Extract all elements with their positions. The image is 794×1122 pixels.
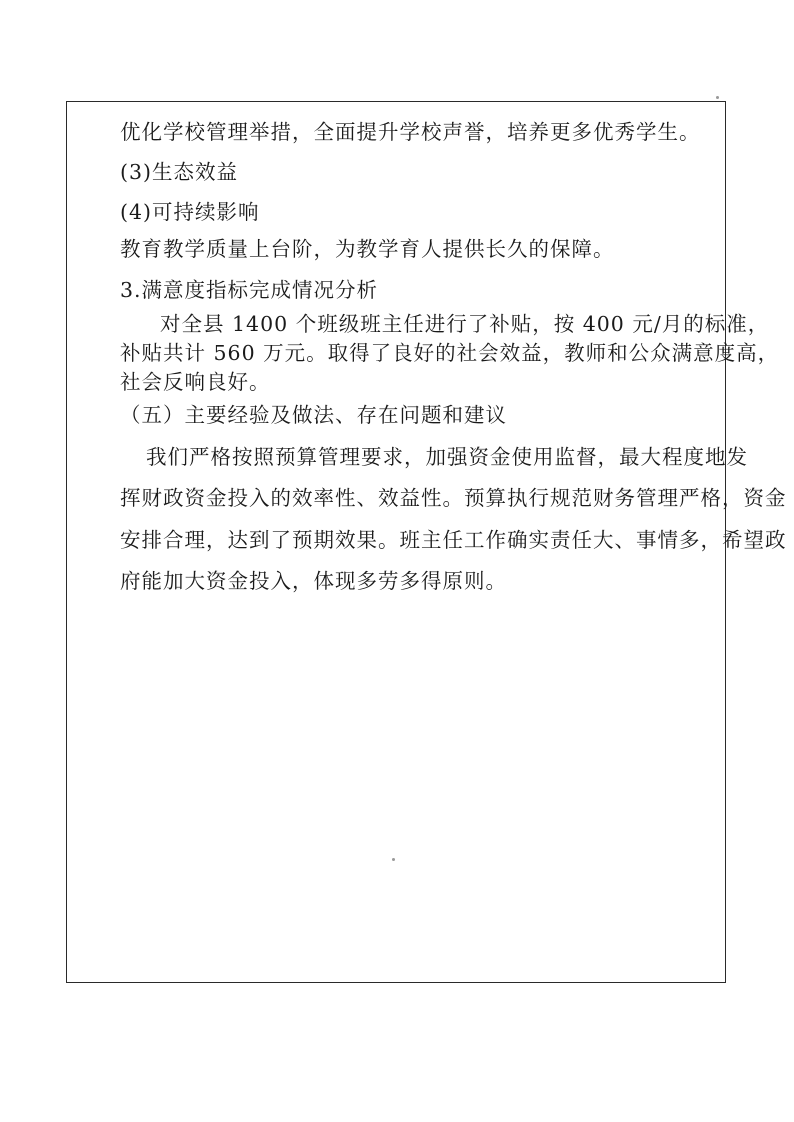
sustainable-impact-heading: (4)可持续影响	[120, 200, 260, 224]
satisfaction-line-2: 补贴共计 560 万元。取得了良好的社会效益，教师和公众满意度高，	[120, 341, 780, 365]
experience-line-4: 府能加大资金投入，体现多劳多得原则。	[120, 569, 507, 593]
sustainable-impact-text: 教育教学质量上台阶，为教学育人提供长久的保障。	[120, 237, 615, 261]
section-ii-tail-text: 优化学校管理举措，全面提升学校声誉，培养更多优秀学生。	[120, 120, 701, 144]
scan-speck	[392, 858, 395, 861]
experience-line-1: 我们严格按照预算管理要求，加强资金使用监督，最大程度地发	[146, 445, 748, 469]
satisfaction-line-3: 社会反响良好。	[120, 370, 271, 394]
experience-line-3: 安排合理，达到了预期效果。班主任工作确实责任大、事情多，希望政	[120, 528, 787, 552]
satisfaction-line-1: 对全县 1400 个班级班主任进行了补贴，按 400 元/月的标准，	[160, 312, 770, 336]
ecological-benefit-heading: (3)生态效益	[120, 160, 239, 184]
scan-speck	[716, 96, 719, 99]
experience-line-2: 挥财政资金投入的效率性、效益性。预算执行规范财务管理严格，资金	[120, 486, 787, 510]
experience-heading: （五）主要经验及做法、存在问题和建议	[120, 403, 507, 427]
satisfaction-heading: 3.满意度指标完成情况分析	[120, 278, 379, 302]
